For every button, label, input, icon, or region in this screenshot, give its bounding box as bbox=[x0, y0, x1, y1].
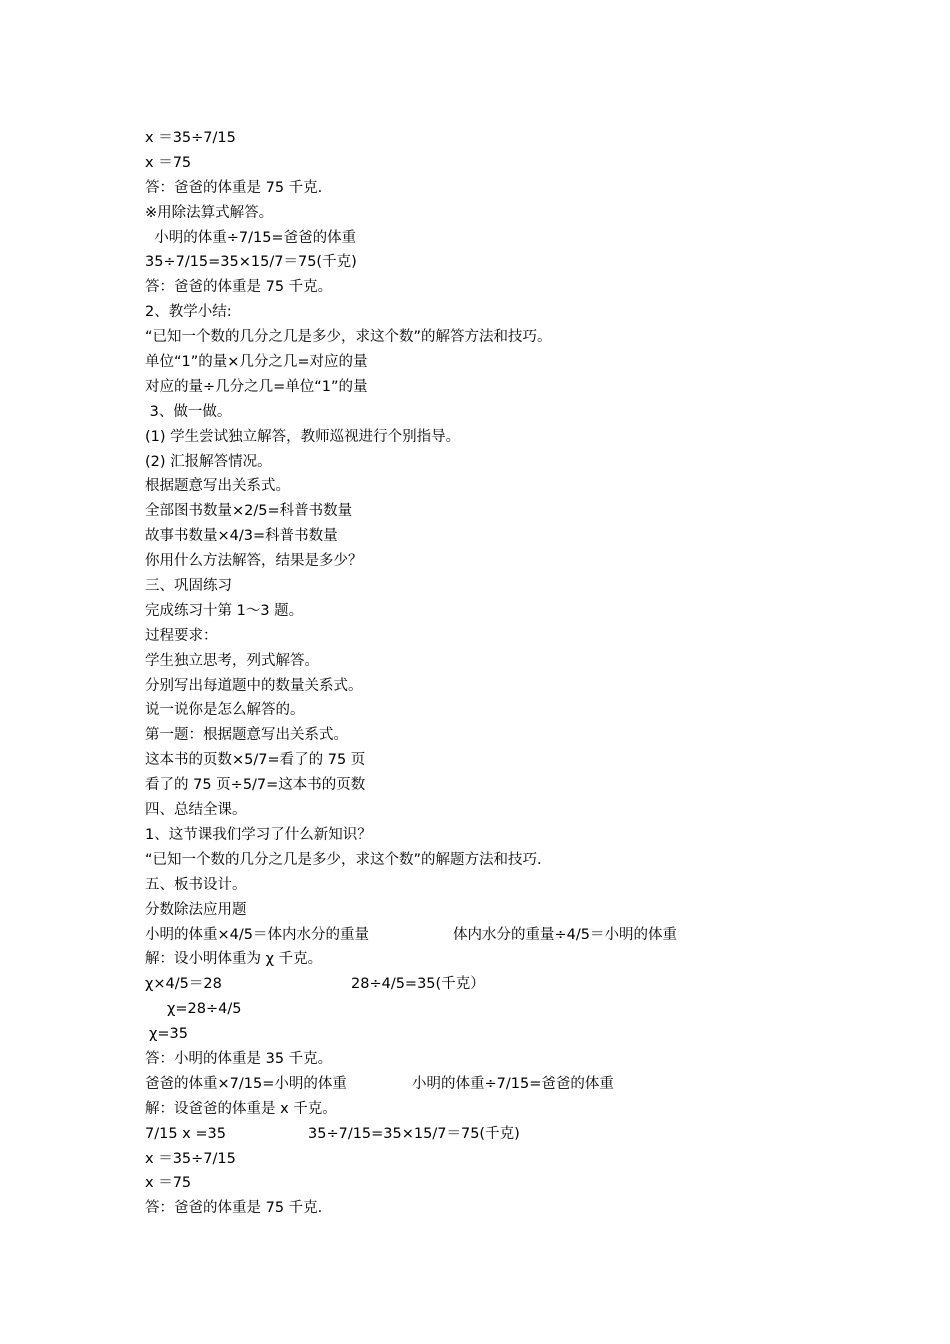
text-line: ※用除法算式解答。 bbox=[145, 204, 274, 221]
board-equation: χ=35 bbox=[149, 1026, 188, 1043]
board-row: 解：设小明体重为 χ 千克。 bbox=[145, 951, 323, 968]
board-equation: 28÷4/5=35(千克） bbox=[351, 976, 485, 993]
text-line: 说一说你是怎么解答的。 bbox=[145, 702, 305, 719]
text-line: 单位“1”的量×几分之几=对应的量 bbox=[145, 354, 368, 371]
text-line: x ＝35÷7/15 bbox=[145, 130, 236, 146]
board-equation: 7/15 x =35 bbox=[145, 1125, 226, 1142]
board-title: 分数除法应用题 bbox=[145, 901, 247, 918]
text-line: 答：爸爸的体重是 75 千克。 bbox=[145, 279, 333, 296]
text-line: 答：爸爸的体重是 75 千克. bbox=[145, 179, 323, 196]
board-equation: 小明的体重÷7/15=爸爸的体重 bbox=[412, 1075, 614, 1092]
text-line: 完成练习十第 1～3 题。 bbox=[145, 602, 304, 619]
text-line: 分别写出每道题中的数量关系式。 bbox=[145, 677, 363, 694]
text-line: 这本书的页数×5/7=看了的 75 页 bbox=[145, 752, 366, 769]
section-heading: 3、做一做。 bbox=[145, 403, 232, 420]
text-line: 学生独立思考，列式解答。 bbox=[145, 652, 319, 669]
board-equation: 爸爸的体重×7/15=小明的体重 bbox=[145, 1075, 347, 1092]
document-page bbox=[145, 126, 845, 1221]
board-row: x ＝75 bbox=[145, 1175, 192, 1192]
text-line: 故事书数量×4/3=科普书数量 bbox=[145, 528, 338, 545]
section-heading: 三、巩固练习 bbox=[145, 578, 232, 595]
board-row bbox=[145, 923, 845, 948]
board-equation: χ=28÷4/5 bbox=[167, 1001, 242, 1018]
board-row: 答：小明的体重是 35 千克。 bbox=[145, 1050, 333, 1067]
board-row: x ＝35÷7/15 bbox=[145, 1150, 236, 1167]
board-row bbox=[145, 1022, 845, 1047]
board-equation: 小明的体重×4/5＝体内水分的重量 bbox=[145, 926, 369, 943]
text-line: 35÷7/15=35×15/7＝75(千克) bbox=[145, 254, 357, 271]
text-line: 你用什么方法解答，结果是多少？ bbox=[145, 553, 363, 570]
text-line: “已知一个数的几分之几是多少，求这个数”的解答方法和技巧。 bbox=[145, 329, 552, 346]
board-equation: 35÷7/15=35×15/7＝75(千克) bbox=[308, 1125, 520, 1142]
text-line: “已知一个数的几分之几是多少，求这个数”的解题方法和技巧. bbox=[145, 851, 542, 868]
text-line: 1、这节课我们学习了什么新知识？ bbox=[145, 826, 372, 843]
board-row bbox=[145, 972, 845, 997]
text-line: x ＝75 bbox=[145, 154, 192, 171]
text-line: 根据题意写出关系式。 bbox=[145, 478, 290, 495]
board-equation: χ×4/5＝28 bbox=[145, 976, 222, 993]
board-row bbox=[145, 1072, 845, 1097]
section-heading: 五、板书设计。 bbox=[145, 876, 247, 893]
text-line: 小明的体重÷7/15=爸爸的体重 bbox=[145, 229, 357, 246]
text-line: 过程要求： bbox=[145, 627, 218, 644]
section-heading: 四、总结全课。 bbox=[145, 802, 247, 819]
board-row bbox=[145, 997, 845, 1022]
text-line: 看了的 75 页÷5/7=这本书的页数 bbox=[145, 777, 366, 794]
text-line: (1) 学生尝试独立解答，教师巡视进行个别指导。 bbox=[145, 428, 461, 445]
board-row: 解：设爸爸的体重是 x 千克。 bbox=[145, 1100, 337, 1117]
board-equation: 体内水分的重量÷4/5＝小明的体重 bbox=[453, 926, 677, 943]
text-line: 全部图书数量×2/5=科普书数量 bbox=[145, 503, 353, 520]
text-line: 对应的量÷几分之几=单位“1”的量 bbox=[145, 378, 368, 395]
text-line: (2) 汇报解答情况。 bbox=[145, 453, 272, 470]
section-heading: 2、教学小结: bbox=[145, 304, 232, 321]
text-line: 第一题：根据题意写出关系式。 bbox=[145, 727, 348, 744]
board-row: 答：爸爸的体重是 75 千克. bbox=[145, 1200, 323, 1217]
board-row bbox=[145, 1122, 845, 1147]
